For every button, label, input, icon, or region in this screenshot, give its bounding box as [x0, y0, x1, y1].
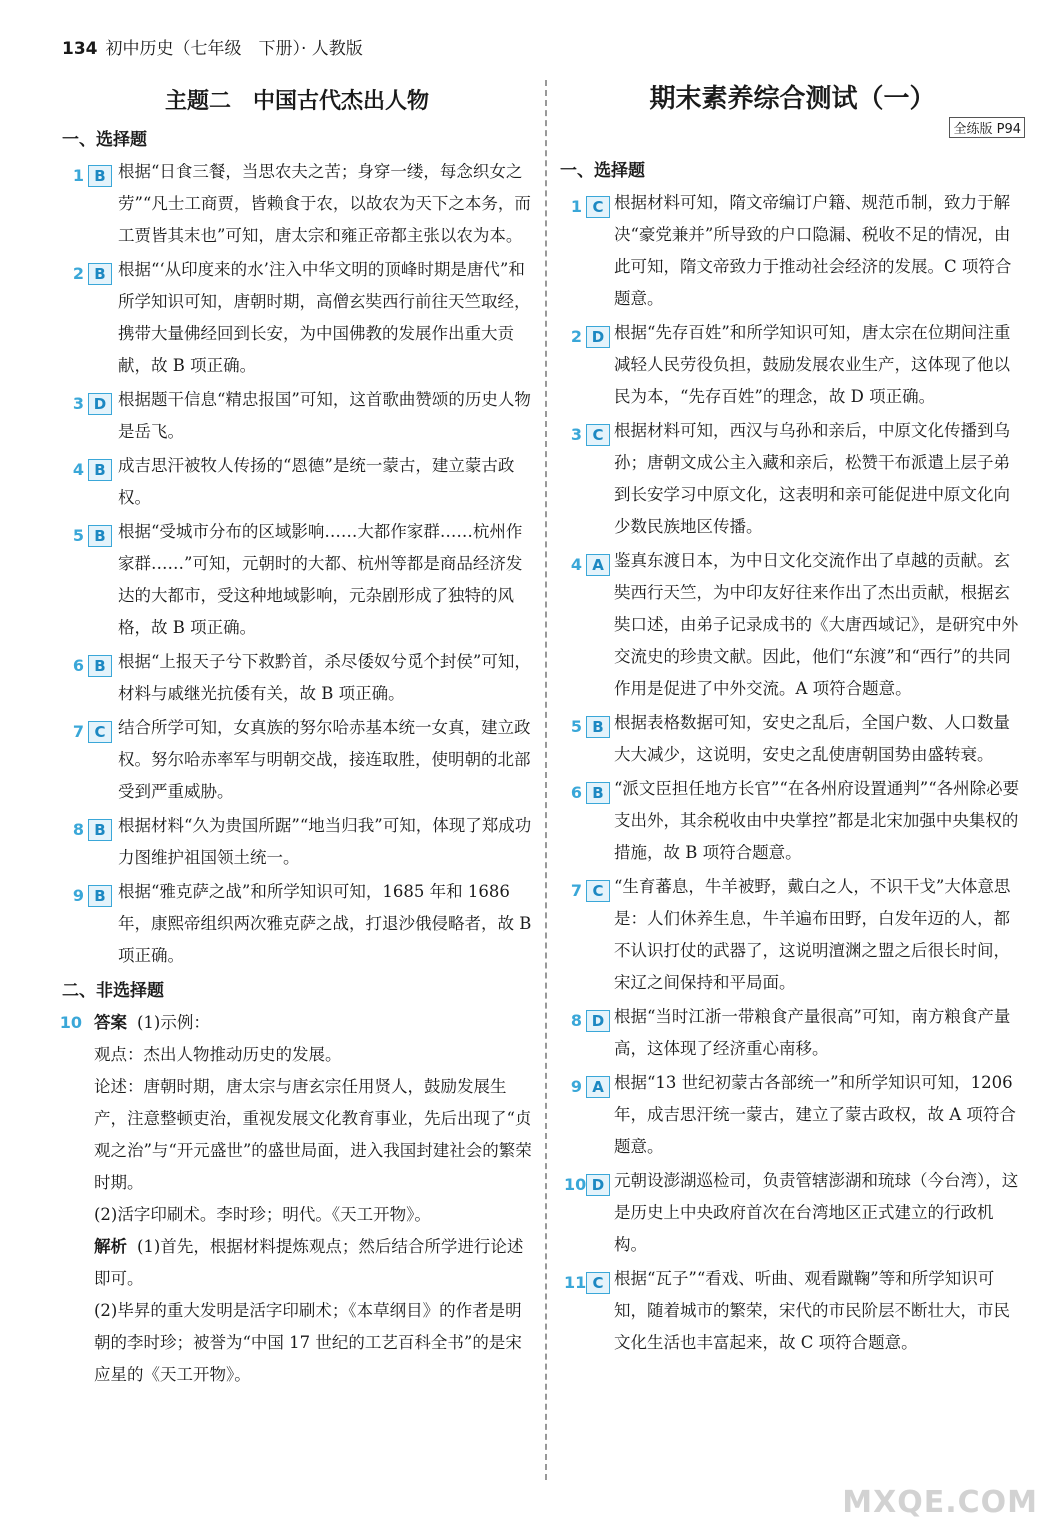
answer-badge: B	[88, 165, 112, 187]
question-number: 6	[570, 783, 582, 802]
left-question-3	[62, 384, 532, 448]
question-number: 5	[72, 526, 84, 545]
right-question-6	[560, 773, 1025, 869]
analysis-line: (2)毕昇的重大发明是活字印刷术；《本草纲目》的作者是明朝的李时珍；被誉为“中国 17 世纪的工艺百科全书”的是宋应星的《天工开物》。	[94, 1301, 522, 1384]
question-text: 根据“日食三餐，当思农夫之苦；身穿一缕，每念织女之劳”“凡士工商贾，皆赖食于农，以故农为天下之本务，而工贾皆其末也”可知，唐太宗和雍正帝都主张以农为本。	[118, 162, 531, 245]
question-number: 6	[72, 656, 84, 675]
right-question-11	[560, 1263, 1025, 1359]
left-column	[59, 78, 532, 1391]
site-watermark: MXQE.COM	[842, 1485, 1038, 1520]
left-question-6	[62, 646, 532, 710]
right-question-3	[560, 415, 1025, 543]
answer-badge: D	[586, 1174, 610, 1196]
left-section-choice-title: 一、选择题	[62, 130, 147, 150]
left-question-9	[62, 876, 532, 972]
answer-badge: A	[586, 554, 610, 576]
answer-badge: C	[586, 880, 610, 902]
question-text: 根据材料可知，隋文帝编订户籍、规范币制，致力于解决“豪党兼并”所导致的户口隐漏、税收不足的情况，由此可知，隋文帝致力于推动社会经济的发展。C 项符合题意。	[614, 193, 1012, 308]
answer-badge: B	[88, 459, 112, 481]
page-number: 134	[62, 39, 98, 59]
question-text: 根据“‘从印度来的水’注入中华文明的顶峰时期是唐代”和所学知识可知，唐朝时期，高僧玄奘西行前往天竺取经，携带大量佛经回到长安，为中国佛教的发展作出重大贡献，故 B 项正确。	[118, 260, 531, 375]
answer-badge: B	[88, 885, 112, 907]
right-question-5	[560, 707, 1025, 771]
question-number: 3	[72, 394, 84, 413]
question-number: 7	[72, 722, 84, 741]
left-question-2	[62, 254, 532, 382]
answer-badge: B	[88, 263, 112, 285]
question-text: “生育蕃息，牛羊被野，戴白之人，不识干戈”大体意思是：人们休养生息，牛羊遍布田野，白发年迈的人，都不认识打仗的武器了，这说明澶渊之盟之后很长时间，宋辽之间保持和平局面。	[614, 877, 1011, 992]
question-text: 鉴真东渡日本，为中日文化交流作出了卓越的贡献。玄奘西行天竺，为中印友好往来作出了杰出贡献，根据玄奘口述，由弟子记录成书的《大唐西域记》，是研究中外交流史的珍贵文献。因此，他们“东渡”和“西行”的共同作用是促进了中外交流。A 项符合题意。	[614, 551, 1019, 698]
right-section-choice-title: 一、选择题	[560, 161, 645, 181]
question-text: 根据“瓦子”“看戏、听曲、观看蹴鞠”等和所学知识可知，随着城市的繁荣，宋代的市民阶层不断壮大，市民文化生活也丰富起来，故 C 项符合题意。	[614, 1269, 1010, 1352]
answer-badge: C	[88, 721, 112, 743]
question-text: 根据“当时江浙一带粮食产量很高”可知，南方粮食产量高，这体现了经济重心南移。	[614, 1007, 1011, 1058]
reference-tag: 全练版 P94	[949, 117, 1025, 138]
column-divider	[545, 80, 547, 1480]
question-text: 结合所学可知，女真族的努尔哈赤基本统一女真，建立政权。努尔哈赤率军与明朝交战，接连取胜，使明朝的北部受到严重威胁。	[118, 718, 531, 801]
right-question-8	[560, 1001, 1025, 1065]
question-text: 成吉思汗被牧人传扬的“恩德”是统一蒙古，建立蒙古政权。	[118, 456, 515, 507]
right-question-1	[560, 187, 1025, 315]
answer-badge: D	[586, 326, 610, 348]
question-number: 7	[570, 881, 582, 900]
analysis-intro: (1)首先，根据材料提炼观点；然后结合所学进行论述即可。	[94, 1237, 524, 1288]
analysis-intro-line	[94, 1231, 532, 1295]
left-question-7	[62, 712, 532, 808]
answer-badge: A	[586, 1076, 610, 1098]
question-text: 根据材料“久为贵国所踞”“地当归我”可知，体现了郑成功力图维护祖国领土统一。	[118, 816, 532, 867]
right-question-2	[560, 317, 1025, 413]
left-question-4	[62, 450, 532, 514]
question-number: 3	[570, 425, 582, 444]
right-question-7	[560, 871, 1025, 999]
answer-badge: C	[586, 1272, 610, 1294]
answer-line: 论述：唐朝时期，唐太宗与唐玄宗任用贤人，鼓励发展生产，注意整顿吏治，重视发展文化教育事业，先后出现了“贞观之治”与“开元盛世”的盛世局面，进入我国封建社会的繁荣时期。	[94, 1077, 532, 1192]
question-number: 11	[564, 1273, 587, 1292]
question-number: 5	[570, 717, 582, 736]
question-number: 2	[72, 264, 84, 283]
answer-badge: B	[88, 655, 112, 677]
answer-badge: B	[88, 819, 112, 841]
question-number: 1	[570, 197, 582, 216]
question-text: 根据“雅克萨之战”和所学知识可知，1685 年和 1686 年，康熙帝组织两次雅克萨之战，打退沙俄侵略者，故 B 项正确。	[118, 882, 532, 965]
answer-intro: (1)示例：	[137, 1013, 210, 1032]
question-number: 4	[570, 555, 582, 574]
right-test-title: 期末素养综合测试（一）	[649, 84, 936, 114]
question-text: 根据“13 世纪初蒙古各部统一”和所学知识可知，1206 年，成吉思汗统一蒙古，建立了蒙古政权，故 A 项符合题意。	[614, 1073, 1016, 1156]
left-question-8	[62, 810, 532, 874]
page-header	[62, 34, 363, 59]
question-number: 8	[570, 1011, 582, 1030]
question-number: 10	[59, 1013, 82, 1032]
question-number: 8	[72, 820, 84, 839]
answer-label: 答案	[94, 1013, 127, 1032]
question-number: 9	[570, 1077, 582, 1096]
right-question-9	[560, 1067, 1025, 1163]
answer-badge: B	[88, 525, 112, 547]
left-topic-title: 主题二 中国古代杰出人物	[164, 89, 429, 114]
left-question-5	[62, 516, 532, 644]
question-text: 根据表格数据可知，安史之乱后，全国户数、人口数量大大减少，这说明，安史之乱使唐朝国势由盛转衰。	[614, 713, 1010, 764]
book-title: 初中历史（七年级 下册）· 人教版	[105, 39, 363, 59]
answer-line: (2)活字印刷术。李时珍；明代。《天工开物》。	[94, 1205, 431, 1224]
question-text: “派文臣担任地方长官”“在各州府设置通判”“各州除必要支出外，其余税收由中央掌控”都是北宋加强中央集权的措施，故 B 项符合题意。	[614, 779, 1020, 862]
right-column	[560, 78, 1025, 1361]
answer-intro-line	[94, 1007, 532, 1039]
question-number: 1	[72, 166, 84, 185]
answer-badge: C	[586, 424, 610, 446]
right-question-10	[560, 1165, 1025, 1261]
question-number: 10	[564, 1175, 587, 1194]
question-text: 元朝设澎湖巡检司，负责管辖澎湖和琉球（今台湾），这是历史上中央政府首次在台湾地区正式建立的行政机构。	[614, 1171, 1019, 1254]
answer-line: 观点：杰出人物推动历史的发展。	[94, 1045, 342, 1064]
right-question-4	[560, 545, 1025, 705]
analysis-label: 解析	[94, 1237, 127, 1256]
left-question-10	[59, 1007, 532, 1391]
answer-badge: B	[586, 782, 610, 804]
answer-badge: D	[88, 393, 112, 415]
question-text: 根据题干信息“精忠报国”可知，这首歌曲赞颂的历史人物是岳飞。	[118, 390, 531, 441]
left-question-1	[62, 156, 532, 252]
question-text: 根据“上报天子兮下救黔首，杀尽倭奴兮觅个封侯”可知，材料与戚继光抗倭有关，故 B 项正确。	[118, 652, 531, 703]
question-text: 根据“受城市分布的区域影响……大都作家群……杭州作家群……”可知，元朝时的大都、杭州等都是商品经济发达的大都市，受这种地域影响，元杂剧形成了独特的风格，故 B 项正确。	[118, 522, 523, 637]
question-number: 9	[72, 886, 84, 905]
answer-badge: B	[586, 716, 610, 738]
left-section-open-title: 二、非选择题	[62, 981, 164, 1001]
question-number: 4	[72, 460, 84, 479]
question-text: 根据材料可知，西汉与乌孙和亲后，中原文化传播到乌孙；唐朝文成公主入藏和亲后，松赞干布派遣上层子弟到长安学习中原文化，这表明和亲可能促进中原文化向少数民族地区传播。	[614, 421, 1010, 536]
answer-badge: C	[586, 196, 610, 218]
question-number: 2	[570, 327, 582, 346]
answer-badge: D	[586, 1010, 610, 1032]
question-text: 根据“先存百姓”和所学知识可知，唐太宗在位期间注重减轻人民劳役负担，鼓励发展农业生产，这体现了他以民为本，“先存百姓”的理念，故 D 项正确。	[614, 323, 1011, 406]
